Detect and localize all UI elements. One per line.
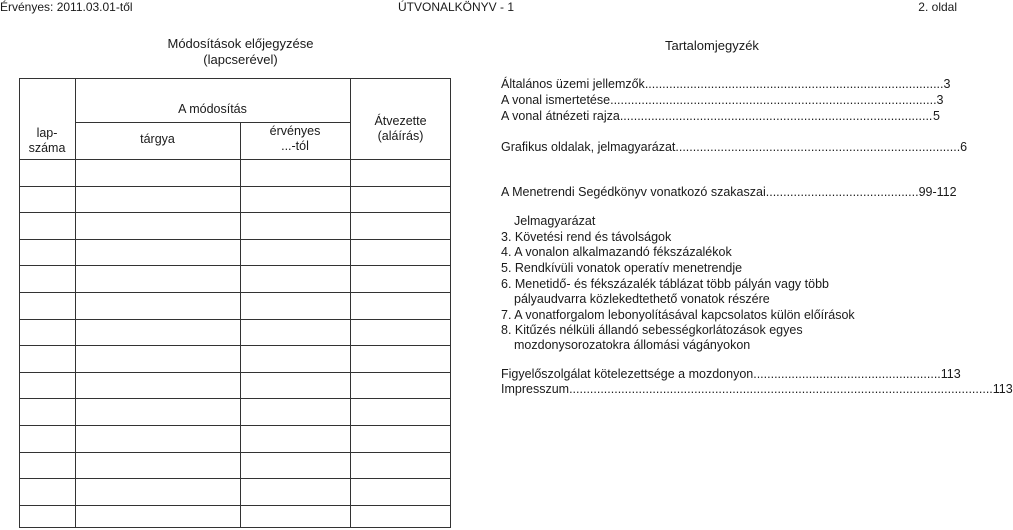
col-header-transferred-line2: (aláírás) (377, 129, 424, 143)
table-grid-line (19, 159, 451, 160)
table-grid-line (19, 527, 451, 528)
toc-subsection: 7. A vonatforgalom lebonyolításával kapcsolatos külön előírások (501, 308, 855, 322)
toc-entry-page: 113 (940, 367, 961, 381)
toc-entry (501, 140, 968, 154)
modifications-title (0, 36, 481, 68)
table-grid-line (450, 78, 451, 528)
toc-subsection: Jelmagyarázat (514, 214, 596, 228)
table-grid-line (75, 122, 350, 123)
table-grid-line (19, 398, 451, 399)
modifications-title-line2: (lapcserével) (203, 52, 278, 67)
toc-entry (501, 77, 951, 91)
col-header-sheet-line2: száma (28, 141, 66, 155)
toc-entry-text: Általános üzemi jellemzők (501, 77, 645, 91)
toc-entry-text: A Menetrendi Segédkönyv vonatkozó szakaszai (501, 185, 766, 199)
toc-subsection: pályaudvarra közlekedtethető vonatok részére (514, 292, 770, 306)
table-grid-line (75, 78, 76, 528)
table-grid-line (19, 452, 451, 453)
col-header-valid-line1: érvényes (269, 124, 321, 138)
toc-entry (501, 367, 961, 381)
modifications-table (19, 78, 451, 528)
table-grid-line (19, 239, 451, 240)
table-grid-line (19, 425, 451, 426)
toc-entry (501, 109, 940, 123)
toc-entry-text: Grafikus oldalak, jelmagyarázat (501, 140, 676, 154)
table-grid-line (350, 78, 351, 528)
toc-entry-dots: ...................................................................................... (644, 77, 944, 91)
table-grid-line (19, 345, 451, 346)
toc-entry (501, 93, 944, 107)
col-header-subject: tárgya (140, 132, 175, 146)
toc-entry (501, 382, 1013, 396)
table-grid-line (19, 186, 451, 187)
toc-entry-dots: .......................................................................................... (619, 109, 933, 123)
toc-entry-page: 5 (933, 109, 940, 123)
toc-entry-page: 99-112 (918, 185, 957, 199)
col-header-sheet (19, 126, 75, 156)
toc-subsection: 4. A vonalon alkalmazandó fékszázalékok (501, 245, 732, 259)
table-grid-line (19, 265, 451, 266)
table-grid-line (19, 319, 451, 320)
table-grid-line (19, 372, 451, 373)
modifications-title-line1: Módosítások előjegyzése (167, 36, 314, 51)
toc-subsection: 5. Rendkívüli vonatok operatív menetrendje (501, 261, 743, 275)
table-grid-line (19, 292, 451, 293)
toc-entry-text: Figyelőszolgálat kötelezettsége a mozdonyon (501, 367, 754, 381)
toc-entry-text: Impresszum (501, 382, 570, 396)
table-grid-line (19, 478, 451, 479)
col-header-sheet-line1: lap- (36, 126, 58, 140)
table-grid-line (19, 505, 451, 506)
col-header-valid-line2: ...-tól (281, 139, 309, 153)
header-page-number: 2. oldal (918, 0, 957, 14)
toc-entry-dots: .......................................................................................................................... (569, 382, 993, 396)
col-header-transferred (350, 114, 451, 144)
toc-entry-text: A vonal átnézeti rajza (501, 109, 620, 123)
toc-entry-page: 113 (992, 382, 1013, 396)
toc-entry-dots: .............................................................................................. (610, 93, 937, 107)
toc-entry-page: 3 (943, 77, 951, 91)
toc-entry-text: A vonal ismertetése (501, 93, 611, 107)
table-grid-line (19, 78, 451, 79)
header-title: ÚTVONALKÖNYV - 1 (398, 0, 515, 14)
table-grid-line (19, 212, 451, 213)
toc-subsection: mozdonysorozatokra állomási vágányokon (514, 338, 751, 352)
table-grid-line (19, 78, 20, 528)
toc-entry-dots: ............................................ (765, 185, 919, 199)
toc-entry-dots: ...................................................... (753, 367, 941, 381)
col-header-transferred-line1: Átvezette (374, 114, 427, 128)
col-header-change: A módosítás (178, 102, 247, 116)
toc-title: Tartalomjegyzék (665, 38, 759, 53)
col-header-valid (240, 124, 350, 154)
toc-entry-page: 3 (936, 93, 944, 107)
toc-entry-page: 6 (960, 140, 968, 154)
header-validity: Érvényes: 2011.03.01-től (0, 0, 133, 14)
toc-subsection: 6. Menetidő- és fékszázalék táblázat több pályán vagy több (501, 277, 829, 291)
table-grid-line (240, 122, 241, 528)
toc-entry-dots: .................................................................................. (675, 140, 961, 154)
toc-subsection: 8. Kitűzés nélküli állandó sebességkorlátozások egyes (501, 323, 803, 337)
toc-subsection: 3. Követési rend és távolságok (501, 230, 672, 244)
toc-entry (501, 185, 957, 199)
